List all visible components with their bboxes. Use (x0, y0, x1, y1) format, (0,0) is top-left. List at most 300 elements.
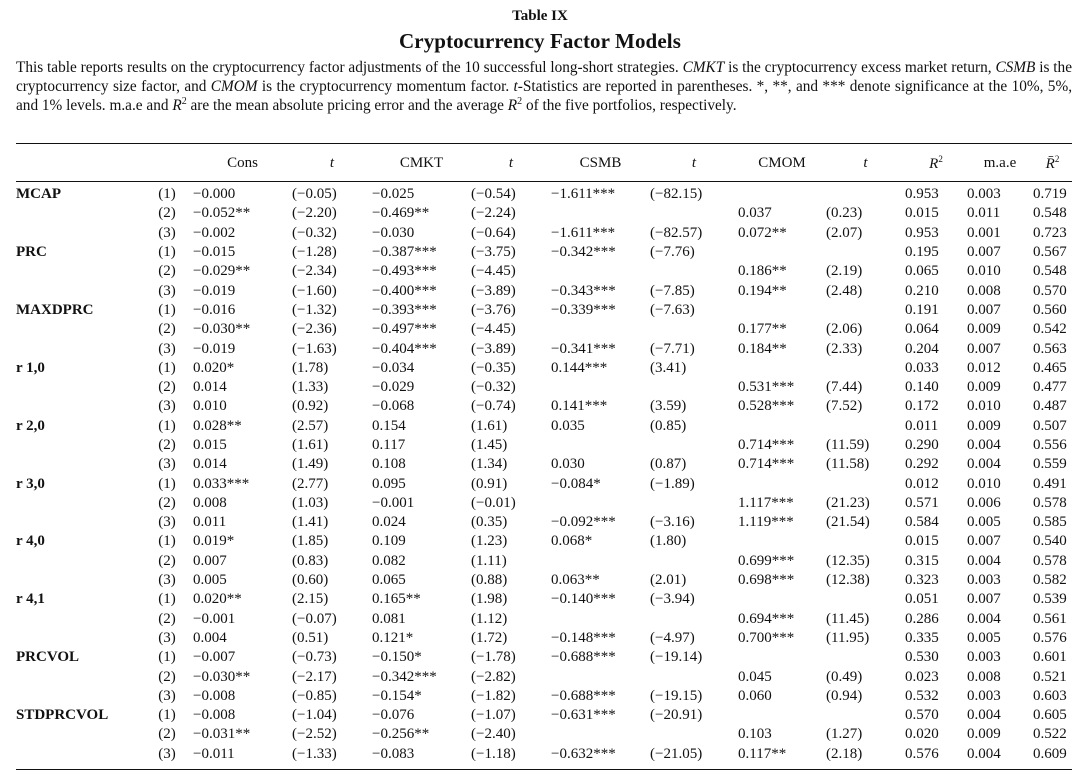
cell-t2: (0.88) (471, 572, 508, 589)
cell-t1: (1.61) (292, 437, 329, 453)
cell-r2: 0.290 (905, 437, 939, 453)
cell-cmom: 0.060 (738, 687, 772, 704)
cell-mae: 0.010 (967, 398, 1001, 415)
cell-t4: (1.27) (826, 726, 863, 743)
cell-cmkt: −0.404*** (372, 340, 437, 357)
cell-t4: (21.23) (826, 494, 870, 511)
cell-t4 (826, 474, 905, 493)
cell-t1: (2.77) (292, 475, 329, 492)
cell-csmb: −0.339*** (551, 301, 616, 318)
cell-t3: (3.41) (650, 359, 687, 376)
cell-t1: (−0.85) (292, 687, 337, 704)
table-row (16, 243, 1072, 262)
cell-t2: (−1.07) (471, 707, 516, 724)
cell-var (16, 494, 141, 513)
table-row (16, 648, 1072, 667)
cell-cmom (738, 706, 826, 725)
cell-t2: (−0.35) (471, 359, 516, 376)
cell-t3: (−7.85) (650, 282, 695, 299)
cell-cmkt: 0.024 (372, 514, 406, 531)
table-row (16, 281, 1072, 300)
cell-cmom: 0.531*** (738, 379, 795, 396)
cell-var (16, 436, 141, 455)
cell-r2: 0.064 (905, 321, 939, 338)
cell-spec: (3) (158, 629, 176, 646)
cell-csmb: −0.341*** (551, 340, 616, 357)
cell-cmom (738, 185, 826, 204)
cell-t1: (1.78) (292, 359, 329, 376)
cell-r2: 0.204 (905, 340, 939, 357)
cell-spec: (1) (158, 533, 176, 550)
cell-t3 (650, 610, 738, 629)
cell-var (16, 397, 141, 416)
cell-t1: (1.33) (292, 379, 329, 396)
cell-spec: (3) (158, 687, 176, 704)
cell-mae: 0.009 (967, 321, 1001, 338)
cell-cmkt: −0.150* (372, 649, 422, 666)
cell-cmkt: −0.342*** (372, 668, 437, 685)
cell-cmkt: 0.109 (372, 533, 406, 550)
cell-t2: (−3.75) (471, 244, 516, 261)
header-spec (141, 148, 193, 179)
cell-t1: (−1.04) (292, 707, 337, 724)
header-r2-bar: R̄$^2$ (1045, 154, 1060, 172)
cell-t4: (12.38) (826, 572, 870, 589)
cell-t2: (−0.64) (471, 224, 516, 241)
cell-mae: 0.009 (967, 726, 1001, 743)
cell-var (16, 552, 141, 571)
table-row (16, 301, 1072, 320)
cell-spec: (1) (158, 591, 176, 608)
cell-t3: (−4.97) (650, 629, 695, 646)
cell-t1: (−1.60) (292, 282, 337, 299)
cell-t3 (650, 204, 738, 223)
cell-spec: (1) (158, 301, 176, 318)
cell-cons: 0.005 (193, 572, 227, 589)
cell-var: r 2,0 (16, 417, 45, 434)
cell-t4 (826, 301, 905, 320)
cell-csmb: −0.632*** (551, 745, 616, 762)
cell-r2bar: 0.570 (1033, 282, 1067, 299)
cell-cmkt: −0.001 (372, 494, 415, 511)
cell-r2bar: 0.556 (1033, 437, 1067, 453)
cell-spec: (2) (158, 321, 176, 338)
cell-var (16, 745, 141, 764)
table-row (16, 610, 1072, 629)
cell-var: PRC (16, 244, 47, 261)
cell-t3 (650, 494, 738, 513)
table-row (16, 185, 1072, 204)
cell-t2: (−0.74) (471, 398, 516, 415)
cell-t3 (650, 378, 738, 397)
cell-r2: 0.015 (905, 533, 939, 550)
cell-t3: (−7.63) (650, 301, 695, 318)
cell-r2: 0.532 (905, 687, 939, 704)
cell-cmom: 0.700*** (738, 629, 795, 646)
cell-t4: (11.95) (826, 629, 870, 646)
cell-t1: (−2.36) (292, 321, 337, 338)
cell-r2bar: 0.477 (1033, 379, 1067, 396)
header-cmkt: CMKT (399, 155, 444, 171)
cell-mae: 0.011 (967, 205, 1001, 222)
cell-r2bar: 0.521 (1033, 668, 1067, 685)
cell-r2: 0.015 (905, 205, 939, 222)
cell-csmb: −1.611*** (551, 224, 616, 241)
cell-spec: (2) (158, 437, 176, 453)
cell-var (16, 571, 141, 590)
cell-cmom: 0.694*** (738, 610, 795, 627)
header-csmb: CSMB (579, 155, 622, 171)
cell-cmom: 0.699*** (738, 552, 795, 569)
table-row (16, 339, 1072, 358)
cell-t2: (1.23) (471, 533, 508, 550)
cell-spec: (1) (158, 359, 176, 376)
cell-t2: (−4.45) (471, 321, 516, 338)
cell-csmb: 0.141*** (551, 398, 608, 415)
cell-t4: (12.35) (826, 552, 870, 569)
cell-cons: 0.004 (193, 629, 227, 646)
cell-cons: −0.000 (193, 186, 236, 203)
cell-spec: (1) (158, 649, 176, 666)
table-title: Cryptocurrency Factor Models (399, 29, 681, 53)
cell-spec: (2) (158, 205, 176, 222)
cell-r2: 0.210 (905, 282, 939, 299)
table-row (16, 224, 1072, 243)
cell-cons: −0.029** (193, 263, 251, 280)
cell-cmkt: 0.108 (372, 456, 406, 473)
cell-mae: 0.004 (967, 437, 1001, 453)
cell-cmkt: 0.065 (372, 572, 406, 589)
cell-t4 (826, 243, 905, 262)
cell-t2: (1.72) (471, 629, 508, 646)
table-row (16, 455, 1072, 474)
cell-r2bar: 0.578 (1033, 552, 1067, 569)
cell-cmom (738, 590, 826, 609)
cell-t4: (11.58) (826, 456, 870, 473)
cell-spec: (3) (158, 224, 176, 241)
table-row (16, 667, 1072, 686)
cell-cmom (738, 474, 826, 493)
cell-t4: (2.19) (826, 263, 863, 280)
cell-r2: 0.286 (905, 610, 939, 627)
cell-r2bar: 0.576 (1033, 629, 1067, 646)
table-bottom-rule (16, 769, 1072, 770)
cell-var (16, 281, 141, 300)
header-t: t (863, 155, 868, 171)
cell-r2: 0.292 (905, 456, 939, 473)
cell-spec: (3) (158, 572, 176, 589)
cell-t4 (826, 706, 905, 725)
table-row (16, 571, 1072, 590)
cell-cmom: 0.194** (738, 282, 787, 299)
cell-t2: (−2.40) (471, 726, 516, 743)
cell-csmb: −0.342*** (551, 244, 616, 261)
cell-cons: 0.007 (193, 552, 227, 569)
cell-mae: 0.007 (967, 340, 1001, 357)
cell-t2: (1.45) (471, 437, 508, 453)
table-row (16, 513, 1072, 532)
cell-csmb (551, 378, 650, 397)
cell-var (16, 725, 141, 744)
table-row (16, 397, 1072, 416)
cell-cmom: 1.119*** (738, 514, 794, 531)
cell-t4: (0.49) (826, 668, 863, 685)
cell-mae: 0.005 (967, 629, 1001, 646)
cell-t2: (1.11) (471, 552, 507, 569)
cell-cmkt: 0.154 (372, 417, 406, 434)
table-row (16, 378, 1072, 397)
cell-var (16, 455, 141, 474)
cell-csmb (551, 262, 650, 281)
cell-cmom: 0.117** (738, 745, 787, 762)
cell-t1: (0.60) (292, 572, 329, 589)
table-row (16, 359, 1072, 378)
cell-cons: 0.008 (193, 494, 227, 511)
cell-r2: 0.953 (905, 186, 939, 203)
cell-csmb: −0.688*** (551, 649, 616, 666)
cell-csmb: 0.144*** (551, 359, 608, 376)
cell-t4: (2.18) (826, 745, 863, 762)
cell-csmb: −0.148*** (551, 629, 616, 646)
cell-t1: (1.03) (292, 494, 329, 511)
cell-t3: (−7.76) (650, 244, 695, 261)
cell-cons: 0.011 (193, 514, 227, 531)
cell-t3 (650, 320, 738, 339)
cell-cmkt: −0.493*** (372, 263, 437, 280)
cell-r2: 0.033 (905, 359, 939, 376)
cell-var: MCAP (16, 186, 61, 203)
table-row (16, 320, 1072, 339)
cell-mae: 0.010 (967, 475, 1001, 492)
cell-t1: (−0.05) (292, 186, 337, 203)
cell-cmkt: −0.469** (372, 205, 430, 222)
cell-t4 (826, 532, 905, 551)
cell-t2: (1.34) (471, 456, 508, 473)
cell-t4: (2.33) (826, 340, 863, 357)
cell-r2: 0.323 (905, 572, 939, 589)
cell-spec: (3) (158, 456, 176, 473)
cell-var (16, 339, 141, 358)
cell-mae: 0.008 (967, 668, 1001, 685)
cell-r2: 0.335 (905, 629, 939, 646)
cell-cons: −0.019 (193, 340, 236, 357)
cell-r2: 0.953 (905, 224, 939, 241)
cell-t4 (826, 648, 905, 667)
header-mae: m.a.e (983, 155, 1017, 171)
cell-r2: 0.172 (905, 398, 939, 415)
cell-cmkt: −0.030 (372, 224, 415, 241)
cell-cons: 0.020** (193, 591, 242, 608)
cell-cmkt: 0.082 (372, 552, 406, 569)
cell-t1: (−1.33) (292, 745, 337, 762)
cell-cmom: 0.037 (738, 205, 772, 222)
cell-cons: −0.008 (193, 687, 236, 704)
cell-var: r 1,0 (16, 359, 45, 376)
cell-var (16, 204, 141, 223)
table-label: Table IX (512, 8, 568, 24)
cell-csmb: −0.631*** (551, 707, 616, 724)
cell-r2bar: 0.603 (1033, 687, 1067, 704)
cell-cons: −0.052** (193, 205, 251, 222)
cell-r2: 0.195 (905, 244, 939, 261)
cell-t3: (−19.15) (650, 687, 703, 704)
cell-mae: 0.004 (967, 745, 1001, 762)
table-row (16, 494, 1072, 513)
cell-t4: (11.59) (826, 437, 870, 453)
cell-r2bar: 0.561 (1033, 610, 1067, 627)
cell-var: r 4,1 (16, 591, 45, 608)
cell-csmb: 0.030 (551, 456, 585, 473)
cell-mae: 0.001 (967, 224, 1001, 241)
cell-cons: −0.015 (193, 244, 236, 261)
table-row (16, 474, 1072, 493)
cell-cons: −0.002 (193, 224, 236, 241)
table-row (16, 706, 1072, 725)
cell-t3: (−3.16) (650, 514, 695, 531)
cell-cmkt: 0.121* (372, 629, 414, 646)
cell-r2bar: 0.563 (1033, 340, 1067, 357)
cell-t2: (−1.78) (471, 649, 516, 666)
cell-cmkt: 0.081 (372, 610, 406, 627)
cell-t3: (0.85) (650, 417, 687, 434)
cell-var: r 3,0 (16, 475, 45, 492)
cell-r2bar: 0.539 (1033, 591, 1067, 608)
cell-t2: (−1.18) (471, 745, 516, 762)
cell-t1: (2.15) (292, 591, 329, 608)
cell-cmom: 0.186** (738, 263, 787, 280)
cell-t2: (1.61) (471, 417, 508, 434)
cell-t1: (−2.17) (292, 668, 337, 685)
cell-cmkt: −0.256** (372, 726, 430, 743)
cell-r2bar: 0.605 (1033, 707, 1067, 724)
cell-cmkt: −0.393*** (372, 301, 437, 318)
cell-r2: 0.023 (905, 668, 939, 685)
cell-t2: (−2.82) (471, 668, 516, 685)
cell-cmkt: −0.076 (372, 707, 415, 724)
cell-r2: 0.051 (905, 591, 939, 608)
cell-mae: 0.004 (967, 610, 1001, 627)
table-row (16, 204, 1072, 223)
table-top-rule (16, 143, 1072, 144)
cell-spec: (3) (158, 340, 176, 357)
cell-var (16, 262, 141, 281)
cell-cmom (738, 532, 826, 551)
cell-spec: (1) (158, 244, 176, 261)
cell-r2bar: 0.542 (1033, 321, 1067, 338)
cell-r2bar: 0.548 (1033, 205, 1067, 222)
cell-t3: (−82.15) (650, 186, 703, 203)
cell-mae: 0.003 (967, 649, 1001, 666)
cell-csmb (551, 552, 650, 571)
cell-mae: 0.004 (967, 707, 1001, 724)
cell-cmom: 0.698*** (738, 572, 795, 589)
cell-t2: (−0.01) (471, 494, 516, 511)
cell-cons: 0.014 (193, 456, 227, 473)
cell-var: MAXDPRC (16, 301, 94, 318)
cell-t4: (21.54) (826, 514, 870, 531)
cell-cons: 0.020* (193, 359, 235, 376)
table-row (16, 417, 1072, 436)
cell-cmom (738, 417, 826, 436)
table-description: This table reports results on the cryptocurrency factor adjustments of the 10 successful long-short strategies. CMKT is the cryptocurrency excess market return, CSMB is the cryptocurrency size factor, and CMOM is the cryptocurrency momentum factor. t-Statistics are reported in parentheses. *, **, and *** denote significance at the 10%, 5%, and 1% levels. m.a.e and $R^2$ are the mean absolute pricing error and the average $R^2$ of the five portfolios, respectively. (16, 59, 1073, 114)
cell-csmb: 0.063** (551, 572, 600, 589)
cell-r2: 0.191 (905, 301, 939, 318)
cell-t3: (−20.91) (650, 707, 703, 724)
cell-t1: (−0.07) (292, 610, 337, 627)
cell-t1: (−0.73) (292, 649, 337, 666)
cell-t3: (2.01) (650, 572, 687, 589)
cell-cmkt: 0.117 (372, 437, 406, 453)
cell-csmb (551, 725, 650, 744)
cell-t1: (0.51) (292, 629, 329, 646)
cell-cons: −0.001 (193, 610, 236, 627)
cell-t2: (1.12) (471, 610, 508, 627)
cell-t2: (0.35) (471, 514, 508, 531)
cell-r2bar: 0.601 (1033, 649, 1067, 666)
header-t: t (691, 155, 697, 171)
cell-csmb: −0.140*** (551, 591, 616, 608)
cell-var: PRCVOL (16, 649, 80, 666)
cell-r2bar: 0.522 (1033, 726, 1067, 743)
cell-csmb: −0.084* (551, 475, 601, 492)
cell-r2: 0.020 (905, 726, 939, 743)
cell-mae: 0.004 (967, 552, 1001, 569)
cell-cons: 0.015 (193, 437, 227, 453)
cell-r2bar: 0.559 (1033, 456, 1067, 473)
cell-t4: (11.45) (826, 610, 870, 627)
cell-mae: 0.007 (967, 533, 1001, 550)
cell-r2: 0.571 (905, 494, 939, 511)
cell-mae: 0.009 (967, 417, 1001, 434)
cell-r2bar: 0.609 (1033, 745, 1067, 762)
cell-t4 (826, 359, 905, 378)
cell-t3 (650, 552, 738, 571)
cell-mae: 0.012 (967, 359, 1001, 376)
cell-t2: (−3.76) (471, 301, 516, 318)
cell-var (16, 629, 141, 648)
cell-mae: 0.009 (967, 379, 1001, 396)
cell-cmom: 0.714*** (738, 456, 795, 473)
cell-t1: (0.92) (292, 398, 329, 415)
factor-model-table (16, 148, 1072, 764)
cell-var (16, 667, 141, 686)
cell-cmkt: −0.083 (372, 745, 415, 762)
cell-spec: (1) (158, 475, 176, 492)
cell-spec: (1) (158, 186, 176, 203)
cell-t3: (−82.57) (650, 224, 703, 241)
cell-r2: 0.011 (905, 417, 939, 434)
cell-r2: 0.012 (905, 475, 939, 492)
cell-t1: (1.41) (292, 514, 329, 531)
cell-mae: 0.003 (967, 572, 1001, 589)
cell-r2bar: 0.567 (1033, 244, 1067, 261)
cell-cmom: 0.072** (738, 224, 787, 241)
cell-var (16, 378, 141, 397)
cell-t1: (−1.28) (292, 244, 337, 261)
cell-mae: 0.003 (967, 687, 1001, 704)
cell-cmom: 0.528*** (738, 398, 795, 415)
cell-csmb: −1.611*** (551, 186, 616, 203)
cell-t1: (−2.20) (292, 205, 337, 222)
cell-spec: (3) (158, 282, 176, 299)
cell-csmb: −0.688*** (551, 687, 616, 704)
header-r2: $R^2$ (929, 154, 943, 172)
cell-cmom: 1.117*** (738, 494, 794, 511)
cell-r2bar: 0.491 (1033, 475, 1067, 492)
cell-spec: (2) (158, 379, 176, 396)
cell-spec: (2) (158, 668, 176, 685)
cell-t2: (−3.89) (471, 282, 516, 299)
